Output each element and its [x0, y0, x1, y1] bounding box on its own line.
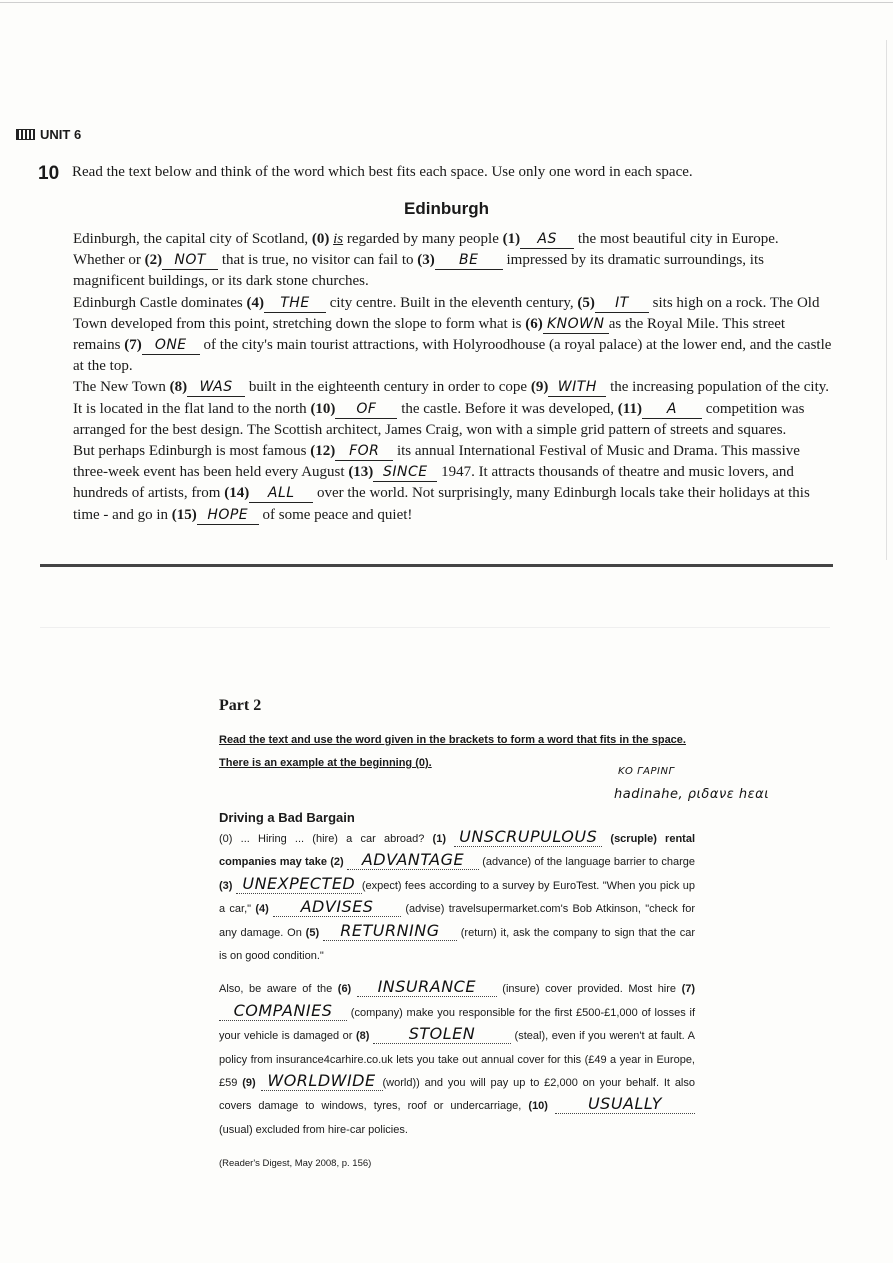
word-blank-1[interactable]: UNSCRUPULOUS [454, 828, 602, 847]
word-blank-10[interactable]: USUALLY [555, 1095, 695, 1114]
word-blank-4[interactable]: ADVISES [273, 898, 401, 917]
exercise-number: 10 [38, 163, 60, 184]
blank-3[interactable]: BE [435, 252, 503, 270]
book-icon [16, 129, 35, 140]
blank-2[interactable]: NOT [162, 252, 218, 270]
word-blank-5[interactable]: RETURNING [323, 922, 457, 941]
edinburgh-passage [73, 229, 833, 526]
example-answer: is [333, 231, 344, 247]
blank-7[interactable]: ONE [142, 337, 200, 355]
blank-9[interactable]: WITH [548, 379, 606, 397]
part2-instruction-2: There is an example at the beginning (0). [219, 757, 432, 769]
scan-edge-line-right [886, 40, 887, 560]
blank-13[interactable]: SINCE [373, 464, 437, 482]
part2-instruction-1: Read the text and use the word given in the brackets to form a word that fits in the space. [219, 734, 686, 746]
word-blank-3[interactable]: UNEXPECTED [236, 875, 362, 894]
part2-heading: Part 2 [219, 697, 262, 714]
blank-11[interactable]: A [642, 401, 702, 419]
passage-title: Edinburgh [404, 199, 489, 218]
handwritten-note-1: ΚΟ ΓΑΡΙΝΓ [618, 766, 675, 777]
word-blank-2[interactable]: ADVANTAGE [347, 851, 479, 870]
paragraph-2: Edinburgh Castle dominates (4) THE city centre. Built in the eleventh century, (5) IT sits high on a rock. The Old Town developed from this point, stretching down the slope to form what is (6) KNOWN as the Royal Mile. This street remains (7) ONE of the city's main tourist attractions, with Holyroodhouse (a royal palace) at the lower end, and the castle at the top. [73, 294, 832, 375]
paragraph-1: Edinburgh, the capital city of Scotland, (0) is regarded by many people (1) AS the most beautiful city in Europe. Whether or (2) NOT that is true, no visitor can fail to (3) BE impressed by its dramatic surroundings, its magnificent buildings, or its dark stone churches. [73, 231, 779, 290]
paragraph-4: But perhaps Edinburgh is most famous (12) FOR its annual International Festival of Music and Drama. This massive three-week event has been held every August (13) SINCE 1947. It attracts thousands of theatre and music lovers, and hundreds of artists, from (14) ALL over the world. Not surprisingly, many Edinburgh locals take their holidays at this time - and go in (15) HOPE of some peace and quiet! [73, 443, 810, 523]
part2-title: Driving a Bad Bargain [219, 810, 355, 825]
word-blank-6[interactable]: INSURANCE [357, 978, 497, 997]
blank-14[interactable]: ALL [249, 485, 313, 503]
blank-10[interactable]: OF [335, 401, 397, 419]
handwritten-note-2: hadinahe, ριδανε hεαι [614, 787, 770, 802]
unit-label [16, 127, 81, 142]
part2-instructions [219, 729, 686, 775]
bargain-paragraph-1: (0) ... Hiring ... (hire) a car abroad? (1) UNSCRUPULOUS (scruple) rental companies may take (2) ADVANTAGE (advance) of the language barrier to charge (3) UNEXPECTED (expect) fees according to a survey by EuroTest. "When you pick up a car," (4) ADVISES (advise) travelsupermarket.com's Bob Atkinson, "check for any damage. On (5) RETURNING (return) it, ask the company to sign that the car is on good condition." [219, 827, 696, 963]
faint-fold-line [40, 627, 830, 628]
blank-6[interactable]: KNOWN [543, 316, 609, 334]
word-blank-9[interactable]: WORLDWIDE [261, 1072, 383, 1091]
scan-edge-line [0, 2, 893, 3]
source-citation: (Reader's Digest, May 2008, p. 156) [219, 1158, 372, 1169]
blank-8[interactable]: WAS [187, 379, 245, 397]
word-blank-7[interactable]: COMPANIES [219, 1002, 347, 1021]
exercise-instruction: Read the text below and think of the word which best fits each space. Use only one word in each space. [72, 164, 693, 180]
blank-5[interactable]: IT [595, 295, 649, 313]
blank-1[interactable]: AS [520, 231, 574, 249]
section-divider [40, 564, 833, 567]
blank-15[interactable]: HOPE [197, 507, 259, 525]
bargain-passage [219, 828, 695, 1142]
blank-4[interactable]: THE [264, 295, 326, 313]
unit-text: UNIT 6 [40, 127, 82, 142]
paragraph-3: The New Town (8) WAS built in the eighteenth century in order to cope (9) WITH the increasing population of the city. It is located in the flat land to the north (10) OF the castle. Before it was developed, (11) A competition was arranged for the best design. The Scottish architect, James Craig, won with a simple grid pattern of streets and squares. [73, 379, 830, 438]
blank-12[interactable]: FOR [335, 443, 393, 461]
bargain-paragraph-2: Also, be aware of the (6) INSURANCE (insure) cover provided. Most hire (7) COMPANIES (company) make you responsible for the first £500-£1,000 of losses if your vehicle is damaged or (8) STOLEN (steal), even if you weren't at fault. A policy from insurance4carhire.co.uk lets you take out annual cover for this (£49 a year in Europe, £59 (9) WORLDWIDE (world)) and you will pay up to £2,000 on your behalf. It also covers damage to windows, tyres, roof or undercarriage, (10) USUALLY (usual) excluded from hire-car policies. [219, 977, 696, 1136]
word-blank-8[interactable]: STOLEN [373, 1025, 511, 1044]
